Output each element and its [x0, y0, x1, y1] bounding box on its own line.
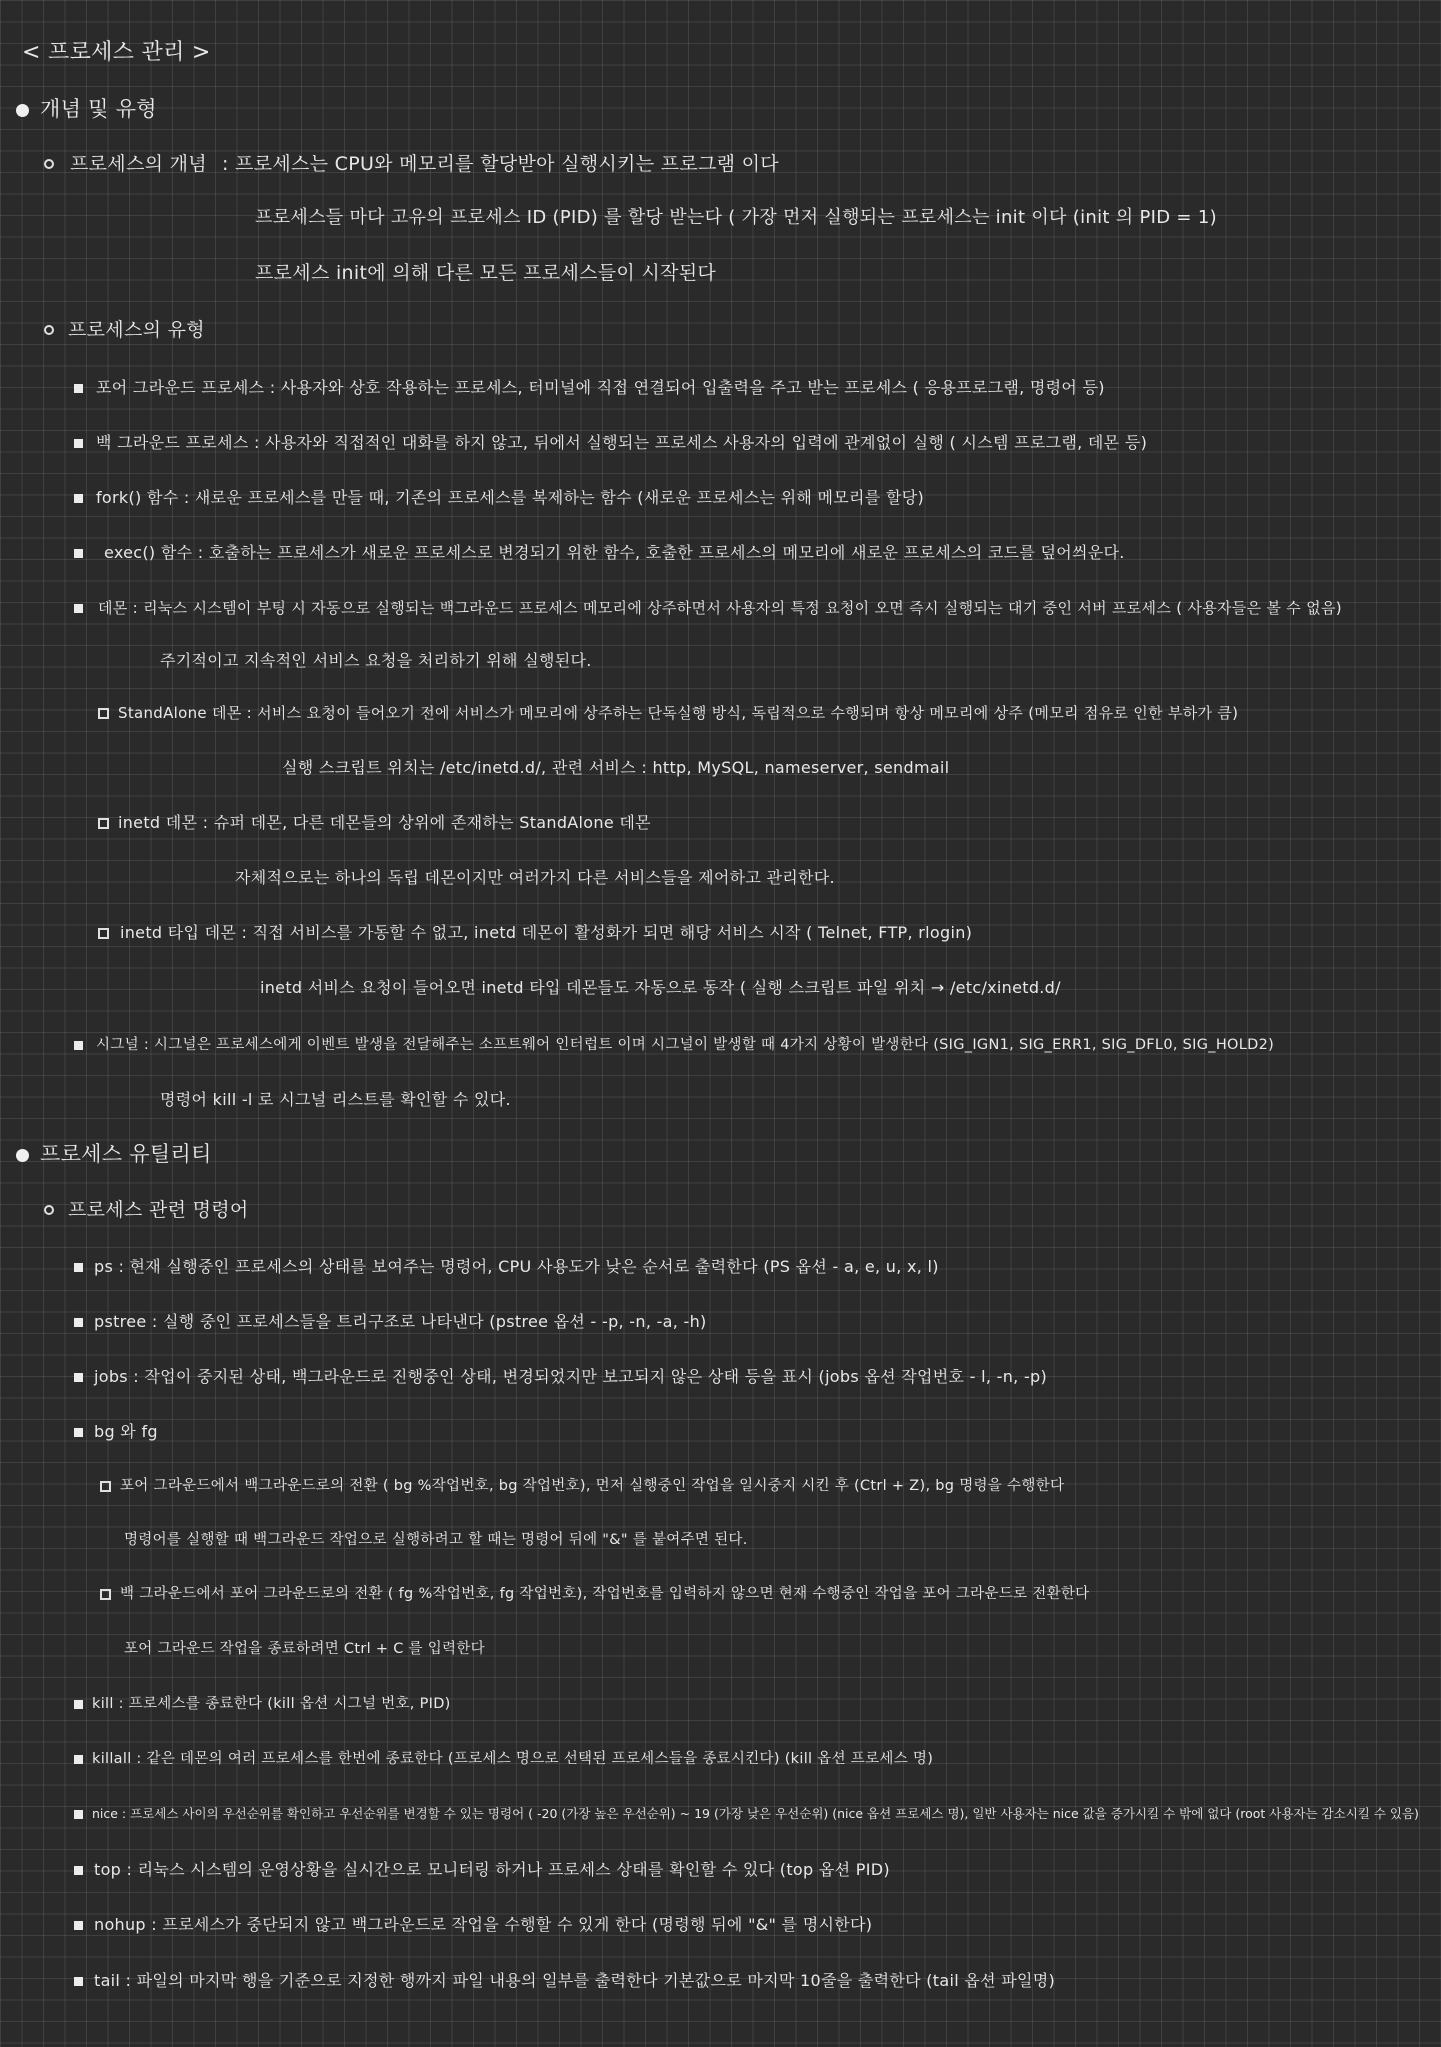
text-line: 백 그라운드 프로세스 : 사용자와 직접적인 대화를 하지 않고, 뒤에서 실행되는 프로세스 사용자의 입력에 관계없이 실행 ( 시스템 프로그램, 데몬 등) [96, 433, 1148, 452]
text-line: 백 그라운드에서 포어 그라운드로의 전환 ( fg %작업번호, fg 작업번호), 작업번호를 입력하지 않으면 현재 수행중인 작업을 포어 그라운드로 전환한다 [120, 1586, 1090, 1602]
text-line: StandAlone 데몬 : 서비스 요청이 들어오기 전에 서비스가 메모리에 상주하는 단독실행 방식, 독립적으로 수행되며 항상 메모리에 상주 (메모리 점유로 인한 부하가 큼) [118, 704, 1239, 722]
square-bullet-icon [74, 494, 83, 503]
text-line: 포어 그라운드 작업을 종료하려면 Ctrl + C 를 입력한다 [124, 1641, 485, 1657]
text-line: 명령어 kill -l 로 시그널 리스트를 확인할 수 있다. [160, 1090, 511, 1109]
hollow-square-icon [100, 1589, 111, 1600]
text-line: fork() 함수 : 새로운 프로세스를 만들 때, 기존의 프로세스를 복제하는 함수 (새로운 프로세스는 위해 메모리를 할당) [96, 488, 925, 507]
hollow-square-icon [100, 1481, 111, 1492]
square-bullet-icon [74, 1318, 83, 1327]
text-line: 실행 스크립트 위치는 /etc/inetd.d/, 관련 서비스 : http, MySQL, nameserver, sendmail [282, 758, 950, 777]
square-bullet-icon [74, 549, 83, 558]
square-bullet-icon [74, 1866, 83, 1875]
text-line: 포어 그라운드 프로세스 : 사용자와 상호 작용하는 프로세스, 터미널에 직접 연결되어 입출력을 주고 받는 프로세스 ( 응용프로그램, 명령어 등) [96, 378, 1105, 397]
text-line: 데몬 : 리눅스 시스템이 부팅 시 자동으로 실행되는 백그라운드 프로세스 메모리에 상주하면서 사용자의 특정 요청이 오면 즉시 실행되는 대기 중인 서버 프로세스 ( 사용자들은 볼 수 없음) [98, 599, 1342, 617]
square-bullet-icon [74, 1810, 83, 1819]
text-line: 명령어를 실행할 때 백그라운드 작업으로 실행하려고 할 때는 명령어 뒤에 "&" 를 붙여주면 된다. [124, 1532, 748, 1548]
square-bullet-icon [74, 1700, 83, 1709]
square-bullet-icon [74, 1373, 83, 1382]
hollow-square-icon [98, 708, 109, 719]
page-title: < 프로세스 관리 > [22, 40, 211, 65]
text-line: nice : 프로세스 사이의 우선순위를 확인하고 우선순위를 변경할 수 있는 명령어 ( -20 (가장 높은 우선순위) ~ 19 (가장 낮은 우선순위) (nice 옵션 프로세스 명), 일반 사용자는 nice 값을 증가시킬 수 밖에 없다 (root 사용자는 감소시킬 수 있음) [92, 1806, 1419, 1821]
text-line: : 프로세스는 CPU와 메모리를 할당받아 실행시키는 프로그램 이다 [222, 153, 779, 175]
text-line: top : 리눅스 시스템의 운영상황을 실시간으로 모니터링 하거나 프로세스 상태를 확인할 수 있다 (top 옵션 PID) [94, 1860, 890, 1879]
square-bullet-icon [74, 1977, 83, 1986]
text-line: 프로세스들 마다 고유의 프로세스 ID (PID) 를 할당 받는다 ( 가장 먼저 실행되는 프로세스는 init 이다 (init 의 PID = 1) [255, 207, 1217, 228]
subsection-label: 프로세스 관련 명령어 [68, 1199, 249, 1221]
text-line: exec() 함수 : 호출하는 프로세스가 새로운 프로세스로 변경되기 위한 함수, 호출한 프로세스의 메모리에 새로운 프로세스의 코드를 덮어씌운다. [104, 543, 1125, 562]
text-line: inetd 서비스 요청이 들어오면 inetd 타입 데몬들도 자동으로 동작 ( 실행 스크립트 파일 위치 → /etc/xinetd.d/ [260, 978, 1061, 997]
text-line: tail : 파일의 마지막 행을 기준으로 지정한 행까지 파일 내용의 일부를 출력한다 기본값으로 마지막 10줄을 출력한다 (tail 옵션 파일명) [94, 1971, 1056, 1990]
square-bullet-icon [74, 439, 83, 448]
text-line: bg 와 fg [94, 1422, 158, 1441]
section-bullet-icon [16, 104, 29, 117]
text-line: pstree : 실행 중인 프로세스들을 트리구조로 나타낸다 (pstree 옵션 - -p, -n, -a, -h) [94, 1312, 707, 1331]
subsection-circle-icon [44, 159, 54, 169]
text-line: inetd 데몬 : 슈퍼 데몬, 다른 데몬들의 상위에 존재하는 StandAlone 데몬 [118, 813, 651, 832]
text-line: kill : 프로세스를 종료한다 (kill 옵션 시그널 번호, PID) [92, 1696, 451, 1712]
text-line: inetd 타입 데몬 : 직접 서비스를 가동할 수 없고, inetd 데몬이 활성화가 되면 해당 서비스 시작 ( Telnet, FTP, rlogin) [120, 923, 973, 942]
text-line: 주기적이고 지속적인 서비스 요청을 처리하기 위해 실행된다. [160, 651, 592, 670]
subsection-circle-icon [44, 1205, 54, 1215]
square-bullet-icon [74, 1263, 83, 1272]
square-bullet-icon [74, 604, 83, 613]
square-bullet-icon [74, 1041, 83, 1050]
text-line: jobs : 작업이 중지된 상태, 백그라운드로 진행중인 상태, 변경되었지만 보고되지 않은 상태 등을 표시 (jobs 옵션 작업번호 - l, -n, -p) [94, 1367, 1048, 1386]
square-bullet-icon [74, 1428, 83, 1437]
text-line: 시그널 : 시그널은 프로세스에게 이벤트 발생을 전달해주는 소프트웨어 인터럽트 이며 시그널이 발생할 때 4가지 상황이 발생한다 (SIG_IGN1, SIG_ERR1, SIG_DFL0, SIG_HOLD2) [96, 1037, 1275, 1053]
section-bullet-icon [16, 1149, 29, 1162]
section-heading: 프로세스 유틸리티 [40, 1142, 212, 1166]
text-line: killall : 같은 데몬의 여러 프로세스를 한번에 종료한다 (프로세스 명으로 선택된 프로세스들을 종료시킨다) (kill 옵션 프로세스 명) [92, 1751, 934, 1767]
text-line: ps : 현재 실행중인 프로세스의 상태를 보여주는 명령어, CPU 사용도가 낮은 순서로 출력한다 (PS 옵션 - a, e, u, x, l) [94, 1257, 939, 1276]
subsection-circle-icon [44, 325, 54, 335]
square-bullet-icon [74, 1921, 83, 1930]
subsection-label: 프로세스의 개념 [70, 153, 207, 175]
square-bullet-icon [74, 384, 83, 393]
text-line: nohup : 프로세스가 중단되지 않고 백그라운드로 작업을 수행할 수 있게 한다 (명령행 뒤에 "&" 를 명시한다) [94, 1915, 873, 1934]
hollow-square-icon [98, 818, 109, 829]
subsection-label: 프로세스의 유형 [68, 319, 205, 341]
section-heading: 개념 및 유형 [40, 97, 157, 121]
text-line: 프로세스 init에 의해 다른 모든 프로세스들이 시작된다 [255, 262, 717, 284]
hollow-square-icon [98, 928, 109, 939]
square-bullet-icon [74, 1755, 83, 1764]
text-line: 포어 그라운드에서 백그라운드로의 전환 ( bg %작업번호, bg 작업번호), 먼저 실행중인 작업을 일시중지 시킨 후 (Ctrl + Z), bg 명령을 수행한다 [120, 1478, 1065, 1494]
text-line: 자체적으로는 하나의 독립 데몬이지만 여러가지 다른 서비스들을 제어하고 관리한다. [235, 868, 835, 887]
